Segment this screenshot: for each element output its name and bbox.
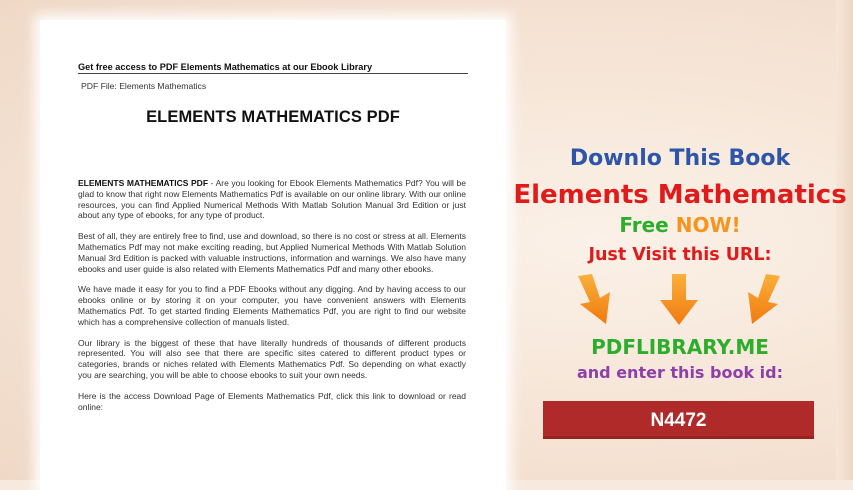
- promo-panel: [510, 0, 850, 480]
- paragraph-2-text: Best of all, they are entirely free to find, use and download, so there is no cost or stress at all. Elements Mathematics Pdf may not make exciting reading, but Applied Numerical Methods With Matlab Solution Manual 3rd Edition is packed with valuable instructions, information and warnings. We also have many ebooks and user guide is also related with Elements Mathematics Pdf and many other ebooks.: [78, 231, 466, 274]
- paragraph-1: [78, 178, 466, 221]
- paragraph-5: [78, 391, 466, 413]
- document-header: Get free access to PDF Elements Mathematics at our Ebook Library: [78, 62, 468, 74]
- book-id-box: [543, 401, 814, 439]
- document-file-line: PDF File: Elements Mathematics: [81, 81, 207, 91]
- promo-free-now: [510, 213, 850, 237]
- paragraph-4-text: Our library is the biggest of these that have literally hundreds of thousands of different products represented. You will also see that there are specific sites catered to different product types or categories, brands or niches related with Elements Mathematics Pdf. So depending on what exactly you are searching, you will be able to choose ebooks to suit your own needs.: [78, 337, 466, 380]
- paragraph-5-text: Here is the access Download Page of Elements Mathematics Pdf, click this link to download or read online:: [78, 390, 466, 412]
- paragraph-3-text: We have made it easy for you to find a PDF Ebooks without any digging. And by having access to our ebooks online or by storing it on your computer, you have convenient answers with Elements Mathematics Pdf. To get started finding Elements Mathematics Pdf, you are right to find our website which has a comprehensive collection of manuals listed.: [78, 284, 466, 327]
- paragraph-1-lead: ELEMENTS MATHEMATICS PDF: [78, 178, 209, 188]
- promo-book-title: Elements Mathematics: [513, 180, 847, 210]
- promo-visit-url: Just Visit this URL:: [588, 245, 772, 265]
- arrow-down-center-icon: [652, 272, 708, 327]
- document-body: [78, 178, 466, 422]
- arrow-down-left-icon: [570, 272, 626, 327]
- promo-free: Free: [619, 213, 669, 237]
- document-page: [40, 20, 506, 490]
- paragraph-1-text: - Are you looking for Ebook Elements Mathematics Pdf? You will be glad to know that right now Elements Mathematics Pdf is available on our online library. With our online resources, you can find Applied Numerical Methods With Matlab Solution Manual 3rd Edition or just about any type of ebooks, for any type of product.: [78, 178, 466, 221]
- arrows-group: [570, 272, 790, 327]
- promo-url[interactable]: PDFLIBRARY.ME: [591, 335, 769, 359]
- promo-now: NOW!: [675, 213, 741, 237]
- promo-download-heading: Downlo This Book: [569, 146, 791, 171]
- document-title: ELEMENTS MATHEMATICS PDF: [146, 108, 400, 126]
- promo-enter-id: and enter this book id:: [576, 363, 783, 382]
- paragraph-2: [78, 231, 466, 274]
- paragraph-3: [78, 284, 466, 327]
- paragraph-4: [78, 338, 466, 381]
- book-id: N4472: [650, 410, 707, 431]
- arrow-down-right-icon: [732, 272, 788, 327]
